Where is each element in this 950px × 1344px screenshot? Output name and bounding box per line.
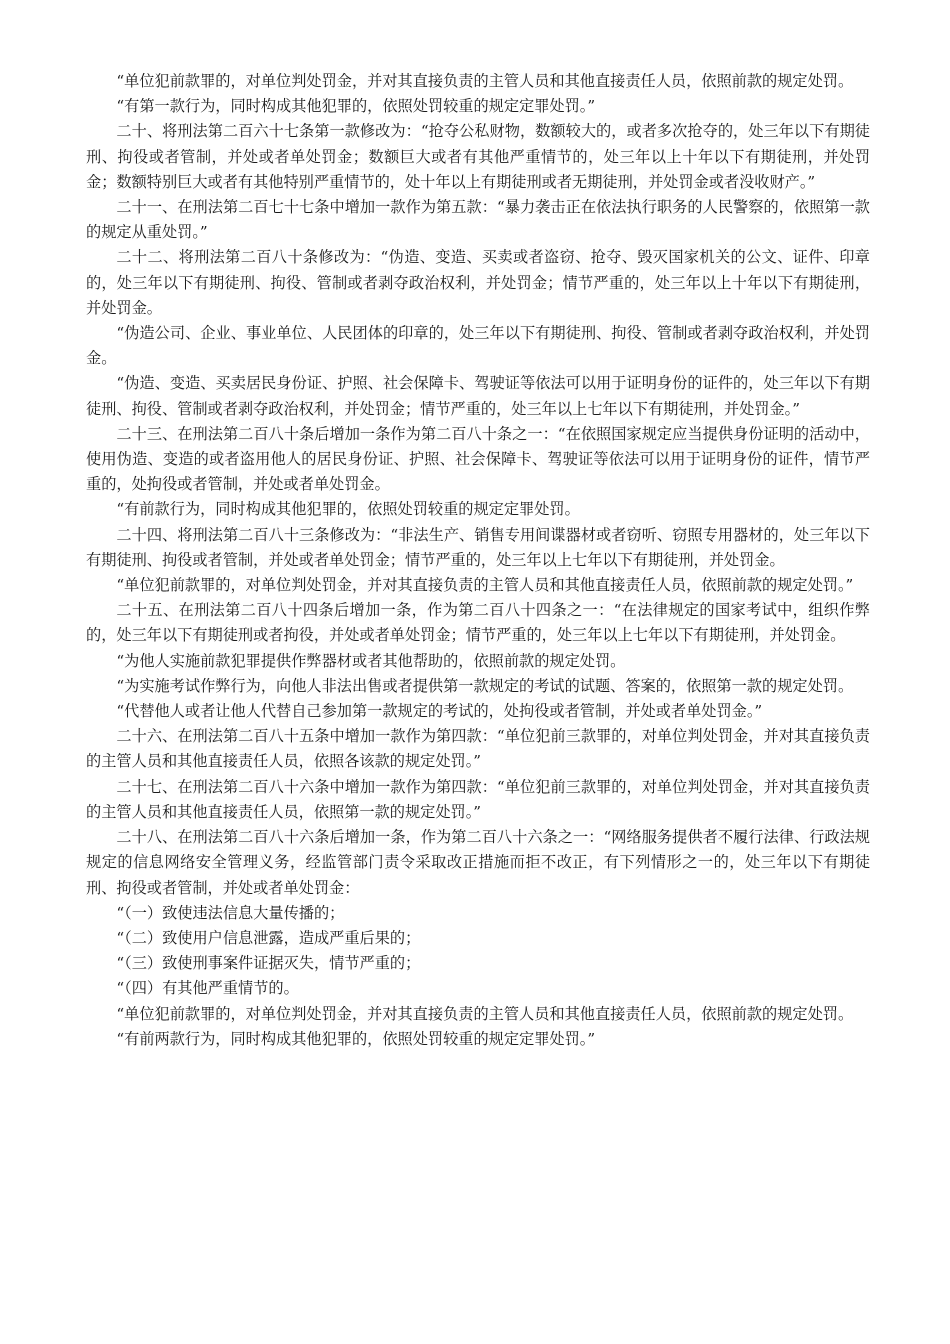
list-item-2: “（二）致使用户信息泄露，造成严重后果的； xyxy=(116,928,421,947)
paragraph-article-22: 二十二、将刑法第二百八十条修改为：“伪造、变造、买卖或者盗窃、抢夺、毁灭国家机关的公文、证件、印章的，处三年以下有期徒刑、拘役、管制或者剥夺政治权利，并处罚金；情节严重的，处三年以上十年以下有期徒刑，并处罚金。 xyxy=(86,248,870,317)
paragraph-forged-id: “伪造、变造、买卖居民身份证、护照、社会保障卡、驾驶证等依法可以用于证明身份的证件的，处三年以下有期徒刑、拘役、管制或者剥夺政治权利，并处罚金；情节严重的，处三年以上七年以下有期徒刑，并处罚金。” xyxy=(86,374,870,418)
paragraph-article-26: 二十六、在刑法第二百八十五条中增加一款作为第四款：“单位犯前三款罪的，对单位判处罚金，并对其直接负责的主管人员和其他直接责任人员，依照各该款的规定处罚。” xyxy=(86,727,870,771)
paragraph-article-23: 二十三、在刑法第二百八十条后增加一条作为第二百八十条之一：“在依照国家规定应当提供身份证明的活动中，使用伪造、变造的或者盗用他人的居民身份证、护照、社会保障卡、驾驶证等依法可以用于证明身份的证件，情节严重的，处拘役或者管制，并处或者单处罚金。 xyxy=(86,424,870,494)
document-page xyxy=(86,69,870,1052)
paragraph-article-20: 二十、将刑法第二百六十七条第一款修改为：“抢夺公私财物，数额较大的，或者多次抢夺的，处三年以下有期徒刑、拘役或者管制，并处或者单处罚金；数额巨大或者有其他严重情节的，处三年以上十年以下有期徒刑，并处罚金；数额特别巨大或者有其他特别严重情节的，处十年以上有期徒刑或者无期徒刑，并处罚金或者没收财产。” xyxy=(86,122,870,191)
paragraph-article-21: 二十一、在刑法第二百七十七条中增加一款作为第五款：“暴力袭击正在依法执行职务的人民警察的，依照第一款的规定从重处罚。” xyxy=(86,198,870,242)
paragraph-concurrent-crime-2: “有前款行为，同时构成其他犯罪的，依照处罚较重的规定定罪处罚。 xyxy=(116,500,580,519)
paragraph-unit-crime-penalty-3: “单位犯前款罪的，对单位判处罚金，并对其直接负责的主管人员和其他直接责任人员，依照前款的规定处罚。 xyxy=(116,1004,854,1023)
paragraph-article-24: 二十四、将刑法第二百八十三条修改为：“非法生产、销售专用间谍器材或者窃听、窃照专用器材的，处三年以下有期徒刑、拘役或者管制，并处或者单处罚金；情节严重的，处三年以上七年以下有期徒刑，并处罚金。 xyxy=(86,525,870,569)
paragraph-unit-crime-penalty-2: “单位犯前款罪的，对单位判处罚金，并对其直接负责的主管人员和其他直接责任人员，依照前款的规定处罚。” xyxy=(116,576,854,595)
paragraph-substitute-exam: “代替他人或者让他人代替自己参加第一款规定的考试的，处拘役或者管制，并处或者单处罚金。” xyxy=(116,702,763,721)
list-item-1: “（一）致使违法信息大量传播的； xyxy=(116,903,345,922)
paragraph-cheating-tools: “为他人实施前款犯罪提供作弊器材或者其他帮助的，依照前款的规定处罚。 xyxy=(116,651,626,670)
paragraph-forged-seals: “伪造公司、企业、事业单位、人民团体的印章的，处三年以下有期徒刑、拘役、管制或者剥夺政治权利，并处罚金。 xyxy=(86,324,870,368)
paragraph-article-25: 二十五、在刑法第二百八十四条后增加一条，作为第二百八十四条之一：“在法律规定的国家考试中，组织作弊的，处三年以下有期徒刑或者拘役，并处或者单处罚金；情节严重的，处三年以上七年以下有期徒刑，并处罚金。 xyxy=(86,601,870,645)
paragraph-unit-crime-penalty: “单位犯前款罪的，对单位判处罚金，并对其直接负责的主管人员和其他直接责任人员，依照前款的规定处罚。 xyxy=(116,72,854,90)
paragraph-concurrent-crime: “有第一款行为，同时构成其他犯罪的，依照处罚较重的规定定罪处罚。” xyxy=(116,97,596,116)
list-item-4: “（四）有其他严重情节的。 xyxy=(116,979,299,998)
paragraph-selling-answers: “为实施考试作弊行为，向他人非法出售或者提供第一款规定的考试的试题、答案的，依照第一款的规定处罚。 xyxy=(116,676,854,695)
paragraph-article-28: 二十八、在刑法第二百八十六条后增加一条，作为第二百八十六条之一：“网络服务提供者不履行法律、行政法规规定的信息网络安全管理义务，经监管部门责令采取改正措施而拒不改正，有下列情形之一的，处三年以下有期徒刑、拘役或者管制，并处或者单处罚金： xyxy=(86,828,870,897)
paragraph-article-27: 二十七、在刑法第二百八十六条中增加一款作为第四款：“单位犯前三款罪的，对单位判处罚金，并对其直接负责的主管人员和其他直接责任人员，依照第一款的规定处罚。” xyxy=(86,777,870,821)
paragraph-concurrent-crime-3: “有前两款行为，同时构成其他犯罪的，依照处罚较重的规定定罪处罚。” xyxy=(116,1029,596,1048)
list-item-3: “（三）致使刑事案件证据灭失，情节严重的； xyxy=(116,954,421,973)
